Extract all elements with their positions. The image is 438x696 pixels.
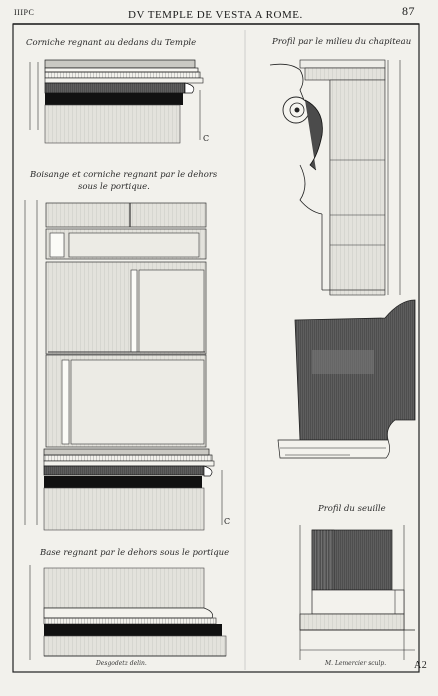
caption-exterior-panelling-cont: sous le portique. xyxy=(78,182,150,192)
volume-label: IIIPC xyxy=(14,8,35,17)
plate-mark: A2 xyxy=(414,660,428,671)
threshold-profile-drawing xyxy=(300,525,415,660)
caption-exterior-panelling: Boisange et corniche regnant par le dehors xyxy=(30,170,218,180)
caption-interior-cornice: Corniche regnant au dedans du Temple xyxy=(26,38,197,48)
plate-title: DV TEMPLE DE VESTA A ROME. xyxy=(128,9,303,21)
delineator-signature: Desgodetz delin. xyxy=(96,660,147,667)
svg-text:C: C xyxy=(203,134,210,143)
exterior-panelling-drawing xyxy=(25,200,230,530)
page-number: 87 xyxy=(402,4,415,18)
capital-profile-drawing xyxy=(270,60,400,295)
wall-section-drawing xyxy=(278,300,415,458)
engraver-signature: M. Lemercier sculp. xyxy=(325,660,387,667)
interior-cornice-drawing xyxy=(30,60,209,143)
caption-exterior-base: Base regnant par le dehors sous le portique xyxy=(40,548,230,558)
caption-capital-profile: Profil par le milieu du chapiteau xyxy=(272,37,412,47)
caption-threshold-profile: Profil du seuille xyxy=(318,504,386,514)
svg-text:C: C xyxy=(224,517,231,526)
exterior-base-drawing xyxy=(30,565,226,660)
